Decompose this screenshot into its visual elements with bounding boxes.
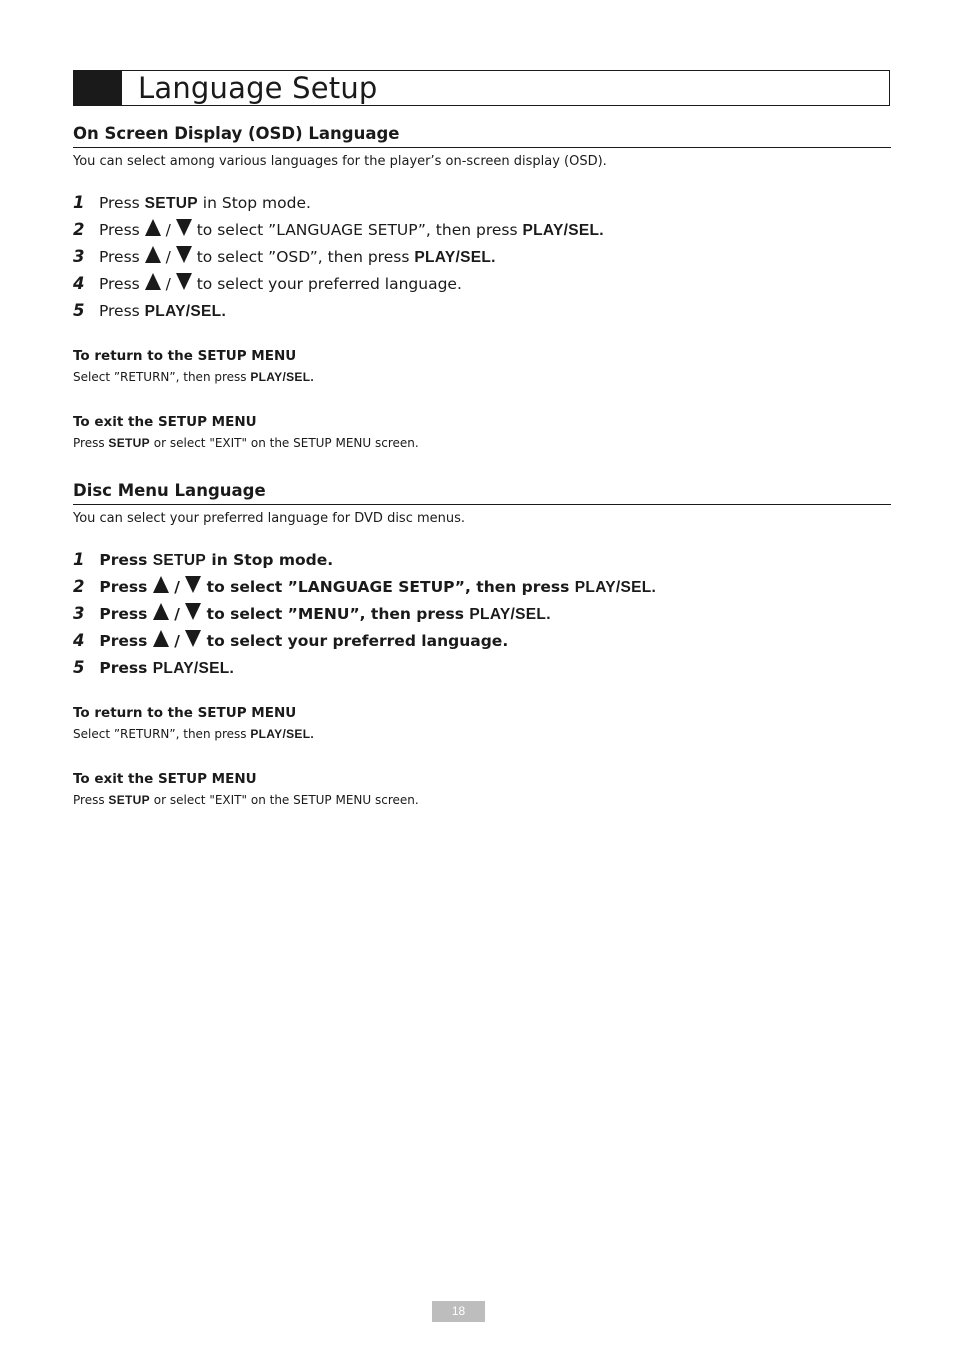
return-instructions — [73, 703, 891, 745]
step-text: to select your preferred language. — [206, 632, 509, 650]
step-text: Press — [98, 302, 140, 320]
key-label: PLAY/SEL. — [144, 303, 227, 320]
up-triangle-icon — [153, 603, 169, 620]
page-number: 18 — [432, 1301, 485, 1322]
step-text: Press — [98, 275, 140, 293]
down-triangle-icon — [176, 273, 192, 290]
disc-menu-language-section — [73, 481, 891, 811]
subtext — [73, 432, 891, 454]
step-text: Press — [98, 221, 140, 239]
step-number: 5 — [73, 301, 85, 320]
subtext-body: Press — [73, 793, 105, 807]
step-4 — [73, 270, 891, 297]
page-title: Language Setup — [138, 71, 378, 105]
key-label: PLAY/SEL. — [414, 249, 496, 266]
up-triangle-icon — [153, 576, 169, 593]
separator: / — [174, 578, 180, 596]
subheading: To return to the SETUP MENU — [73, 705, 297, 721]
down-triangle-icon — [185, 576, 201, 593]
down-triangle-icon — [185, 630, 201, 647]
key-label: PLAY/SEL. — [250, 370, 314, 384]
step-number: 2 — [73, 577, 85, 596]
key-label: PLAY/SEL. — [469, 606, 551, 623]
step-list — [73, 189, 891, 324]
subtext — [73, 723, 891, 745]
key-label: SETUP — [144, 195, 198, 212]
subtext — [73, 366, 891, 388]
key-label: SETUP — [108, 793, 150, 807]
page-title-bar — [73, 70, 890, 106]
subtext-body: Select ”RETURN”, then press — [73, 727, 247, 741]
up-triangle-icon — [145, 273, 161, 290]
step-number: 5 — [73, 658, 85, 677]
step-3 — [73, 243, 891, 270]
step-number: 1 — [73, 550, 85, 569]
step-number: 2 — [73, 220, 85, 239]
separator: / — [174, 605, 180, 623]
step-text: Press — [99, 578, 148, 596]
step-4 — [73, 627, 891, 654]
key-label: PLAY/SEL. — [250, 727, 314, 741]
key-label: SETUP — [108, 436, 150, 450]
step-number: 4 — [73, 631, 85, 650]
step-1 — [73, 189, 891, 216]
step-1 — [73, 546, 891, 573]
step-text: to select ”LANGUAGE SETUP”, then press — [206, 578, 570, 596]
osd-language-section — [73, 124, 891, 454]
down-triangle-icon — [185, 603, 201, 620]
step-number: 4 — [73, 274, 85, 293]
down-triangle-icon — [176, 246, 192, 263]
exit-instructions — [73, 412, 891, 454]
step-2 — [73, 573, 891, 600]
key-label: PLAY/SEL. — [152, 660, 235, 677]
subheading: To exit the SETUP MENU — [73, 414, 257, 430]
step-text: to select ”LANGUAGE SETUP”, then press — [196, 221, 518, 239]
step-text: to select ”OSD”, then press — [196, 248, 410, 266]
step-text: in Stop mode. — [211, 551, 334, 569]
separator: / — [165, 275, 171, 293]
step-text: Press — [98, 248, 140, 266]
up-triangle-icon — [145, 246, 161, 263]
subtext — [73, 789, 891, 811]
return-instructions — [73, 346, 891, 388]
step-5 — [73, 297, 891, 324]
step-text: Press — [99, 605, 148, 623]
step-3 — [73, 600, 891, 627]
subtext-body: or select "EXIT" on the SETUP MENU screen. — [153, 436, 419, 450]
subheading: To return to the SETUP MENU — [73, 348, 297, 364]
step-text: to select ”MENU”, then press — [206, 605, 465, 623]
key-label: PLAY/SEL. — [574, 579, 657, 596]
step-list — [73, 546, 891, 681]
key-label: PLAY/SEL. — [522, 222, 604, 239]
step-text: Press — [99, 551, 148, 569]
down-triangle-icon — [176, 219, 192, 236]
step-5 — [73, 654, 891, 681]
separator: / — [165, 248, 171, 266]
subheading: To exit the SETUP MENU — [73, 771, 257, 787]
subtext-body: Select ”RETURN”, then press — [73, 370, 247, 384]
step-text: in Stop mode. — [202, 194, 311, 212]
subtext-body: Press — [73, 436, 105, 450]
step-text: to select your preferred language. — [196, 275, 462, 293]
exit-instructions — [73, 769, 891, 811]
section-heading: On Screen Display (OSD) Language — [73, 124, 891, 148]
separator: / — [165, 221, 171, 239]
step-text: Press — [99, 632, 148, 650]
up-triangle-icon — [153, 630, 169, 647]
subtext-body: or select "EXIT" on the SETUP MENU screen. — [153, 793, 419, 807]
step-number: 3 — [73, 247, 85, 266]
separator: / — [174, 632, 180, 650]
step-number: 3 — [73, 604, 85, 623]
step-text: Press — [98, 194, 140, 212]
title-block — [74, 71, 122, 105]
section-heading: Disc Menu Language — [73, 481, 891, 505]
up-triangle-icon — [145, 219, 161, 236]
step-text: Press — [99, 659, 148, 677]
step-number: 1 — [73, 193, 85, 212]
section-intro: You can select among various languages for the player’s on-screen display (OSD). — [73, 154, 607, 169]
step-2 — [73, 216, 891, 243]
key-label: SETUP — [152, 552, 206, 569]
section-intro: You can select your preferred language for DVD disc menus. — [73, 511, 466, 526]
